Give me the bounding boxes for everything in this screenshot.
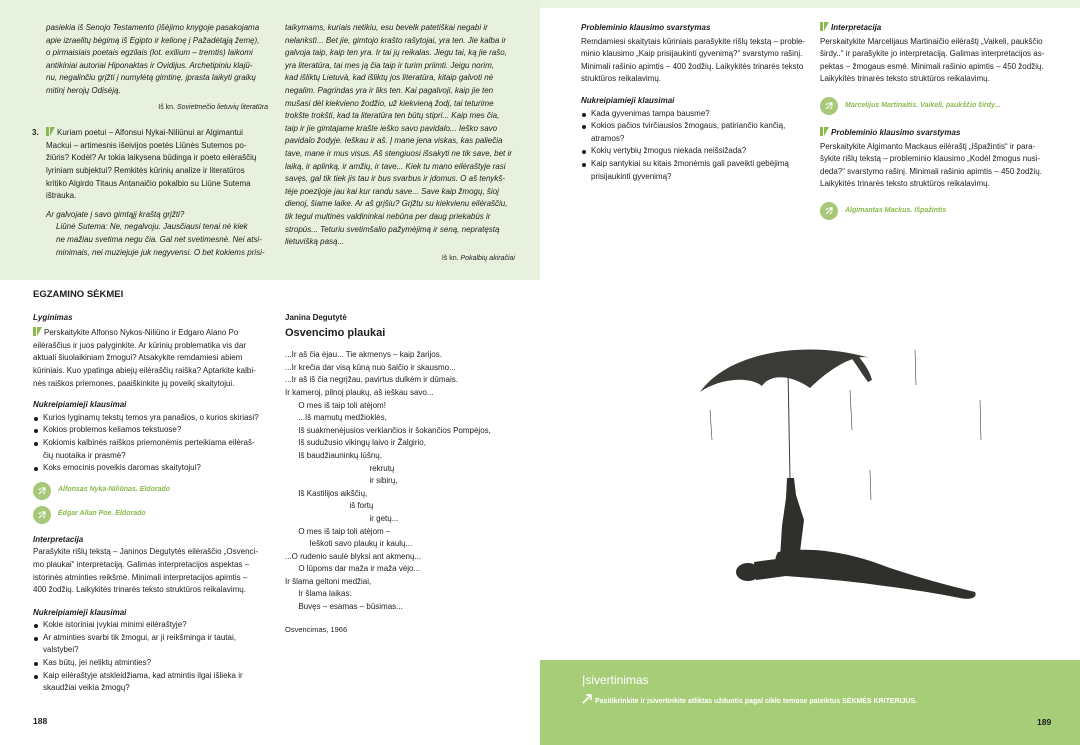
text-line — [46, 190, 268, 203]
text-line — [820, 36, 1055, 49]
pr-title: Probleminio klausimo svarstymas — [581, 23, 711, 32]
assessment-text: Pasitikrinkite ir įsivertinkite atliktas užduotis pagal ciklo temose pateiktus SĖKMĖS KRITERIJUS. — [582, 694, 1062, 710]
text-line — [285, 47, 515, 60]
task-number: 3. — [32, 128, 39, 138]
text-line-content: ištrauka. — [46, 191, 77, 201]
text-line — [46, 178, 268, 191]
col2-source: Iš kn. Pokalbių akiračiai — [441, 254, 515, 262]
task-3 — [32, 127, 268, 203]
task-3-text — [46, 127, 268, 203]
text-line — [581, 61, 809, 74]
text-line-content: Iš Kastilijos aikščių, — [285, 488, 368, 498]
task-mark-icon — [33, 327, 42, 336]
text-line — [285, 186, 515, 199]
text-line-content: pektas – žmogaus esmė. Minimali rašinio apimtis – 450 žodžių. — [820, 61, 1044, 71]
poem-title: Osvencimo plaukai — [285, 326, 386, 339]
text-line-content: mitinį herojų Odisėją. — [46, 85, 121, 95]
text-line — [46, 60, 268, 73]
text-line — [285, 224, 515, 237]
poem-date: Osvencimas, 1966 — [285, 624, 348, 634]
text-line — [285, 236, 515, 249]
text-line-content: tik tegul multinės valdininkai nebūna per daug priekabùs ir — [285, 211, 491, 221]
text-line — [820, 153, 1055, 166]
text-line-content: lietuvišką pasą... — [285, 237, 345, 247]
text-line — [46, 165, 268, 178]
task-mark-icon — [820, 22, 829, 31]
text-line-content: stropùs... Teturiu svetimšalio pažymėjimą ir seną, nepratęstą — [285, 224, 500, 234]
list-item: Kokie istoriniai įvykiai minimi eilėraštyje? — [33, 619, 269, 632]
text-line-content: pavidalo žodyje. Ieškau ir aš. Į mane jena viskas, kas paliečia — [285, 136, 503, 146]
ref-link-1[interactable]: Alfonsas Nyka-Niliūnas. Eldorado — [33, 482, 269, 500]
text-line — [46, 35, 268, 48]
task-mark-icon — [46, 127, 55, 136]
text-line-content: Laikykitės trinarės teksto struktūros reikalavimų. — [820, 179, 990, 189]
text-line — [581, 48, 809, 61]
text-line-content: O mes iš taip toli atėjom – — [285, 526, 391, 536]
page-number-left: 188 — [33, 716, 48, 726]
text-line — [820, 141, 1055, 154]
text-line — [46, 47, 268, 60]
text-line — [46, 85, 268, 98]
text-line-content: Remdamiesi skaitytais kūriniais parašykite rišlų tekstą – proble- — [581, 36, 806, 46]
text-line-content: Iš suakmenėjusios verkiančios ir šokančios Pompėjos, — [285, 425, 491, 435]
text-line — [285, 601, 525, 614]
right-col2 — [820, 22, 1055, 220]
text-line-content: ...Iš mamutų medžioklės, — [285, 413, 387, 423]
text-line-content: Buvęs – esamas – būsimas... — [285, 602, 403, 612]
text-line — [285, 488, 525, 501]
r-interp-text — [820, 36, 1055, 86]
text-line-content: Liūnė Sutema: Ne, negalvoju. Jausčiausi tenai nė kiek — [56, 222, 248, 232]
text-line — [285, 588, 525, 601]
text-line — [56, 247, 268, 260]
r-nukr-list — [581, 108, 809, 184]
nukr1-list — [33, 412, 269, 475]
text-line — [46, 140, 268, 153]
assessment-title: Įsivertinimas — [582, 673, 649, 687]
text-line — [581, 73, 809, 86]
text-line-content: taip ir jie gimtajame krašte ieško savo pavidalo... Ieško savo — [285, 123, 498, 133]
right-col1 — [581, 22, 809, 183]
text-line-content: eilėraščius ir juos palyginkite. Ar kūrinių problematika vis dar — [33, 340, 246, 350]
text-line — [285, 526, 525, 539]
text-line-content: ...Ir aš čia ėjau... Tie akmenys – kaip žarijos. — [285, 350, 442, 360]
text-line-content: O lūpoms dar maža ir maža vėjo... — [285, 564, 421, 574]
text-line — [33, 559, 269, 572]
text-line — [285, 576, 525, 589]
poem — [285, 312, 525, 636]
text-line-content: Ir kameroj, pilnoj plaukų, aš ieškau savo... — [285, 387, 434, 397]
text-line — [33, 546, 269, 559]
nukr2-list — [33, 619, 269, 695]
text-line — [285, 211, 515, 224]
r-interp-title: Interpretacija — [820, 22, 1055, 35]
left-quote-col1 — [32, 22, 268, 259]
text-line-content: deda?“ svarstymo rašinį. Minimali rašinio apimtis – 450 žodžių. — [820, 166, 1042, 176]
lyg-text — [33, 327, 269, 390]
text-line — [285, 98, 515, 111]
text-line — [285, 22, 515, 35]
interp-title: Interpretacija — [33, 534, 84, 544]
text-line-content: Ir šlama laikas: — [285, 589, 352, 599]
poem-author: Janina Degutytė — [285, 313, 347, 322]
text-line — [285, 387, 525, 400]
text-line — [33, 340, 269, 353]
text-line-content: o pirmaisiais poetais egzilais (lot. exilium – tremtis) laikomi — [46, 48, 253, 58]
text-line-content: iš fortų — [285, 501, 374, 511]
text-line-content: ...Ir aš iš čia negrįžau, pavirtus dulkėm ir dūmais. — [285, 375, 458, 385]
text-line — [33, 352, 269, 365]
r-pr2-text — [820, 141, 1055, 191]
text-line — [46, 127, 268, 140]
reference-icon — [820, 202, 838, 220]
text-line-content: apie izraelitų bėgimą iš Egipto ir kelionę į Pažadėtąją žemę), — [46, 35, 260, 45]
right-top-green-panel — [540, 0, 1080, 8]
r-pr2-title: Probleminio klausimo svarstymas — [820, 127, 1055, 140]
list-item: Kokių vertybių žmogus niekada neišsižada? — [581, 145, 809, 158]
text-line-content: Minimali rašinio apimtis – 400 žodžių. Laikykitės trinarės teksto — [581, 61, 804, 71]
text-line-content: rekrutų — [285, 463, 395, 473]
col2-quote-text — [285, 22, 515, 249]
reference-icon — [33, 506, 51, 524]
list-item: Kokiomis kalbinės raiškos priemonėmis perteikiama eilėraš- čių nuotaika ir prasmė? — [33, 437, 269, 462]
list-item: Kokios problemos keliamos tekstuose? — [33, 424, 269, 437]
interview-question: Ar galvojate į savo gimtąjį kraštą grįžti? — [46, 209, 185, 219]
text-line-content: O mes iš taip toli atėjom! — [285, 400, 386, 410]
text-line — [820, 61, 1055, 74]
text-line — [33, 365, 269, 378]
list-item: Ar atminties svarbi tik žmogui, ar ji reikšminga ir tautai, valstybei? — [33, 632, 269, 657]
text-line — [285, 110, 515, 123]
umbrella-illustration — [690, 330, 990, 630]
text-line-content: struktūros reikalavimų. — [581, 74, 662, 84]
text-line — [285, 400, 525, 413]
exam-section — [33, 289, 269, 695]
text-line-content: nės raiškos priemones, paaiškinkite jų poveikį skaitytojui. — [33, 378, 235, 388]
text-line — [33, 584, 269, 597]
text-line-content: tave, mane ir mus visus. Aš stengiuosi išsakyti ne tik save, bet ir — [285, 148, 512, 158]
text-line — [285, 374, 525, 387]
text-line-content: Kuriam poetui – Alfonsui Nykai-Niliūnui ar Algimantui — [57, 128, 243, 138]
text-line-content: širdy..“ ir parašykite jo interpretaciją. Galimas interpretacijos as- — [820, 49, 1045, 59]
text-line-content: ir getų... — [285, 513, 399, 523]
text-line-content: Perskaitykite Alfonso Nykos-Niliūno ir Edgaro Alano Po — [44, 328, 239, 338]
text-line — [33, 572, 269, 585]
text-line-content: Laikykitės trinarės teksto struktūros reikalavimų. — [820, 74, 990, 84]
ref-link-4[interactable]: Algimantas Mackus. Išpažintis — [820, 202, 1055, 220]
text-line — [285, 362, 525, 375]
arrow-icon — [582, 694, 592, 710]
lyg-title: Lyginimas — [33, 312, 73, 322]
text-line — [581, 36, 809, 49]
text-line-content: Iš sudužusio vikingų laivo ir Žalgirio, — [285, 438, 426, 448]
text-line-content: antikiniai autoriai Hiponaktas ir Ovidijus. Archetipiniu klajū- — [46, 60, 253, 70]
text-line-content: aktuali šiuolaikiniam žmogui? Atsakykite remdamiesi abiem — [33, 353, 243, 363]
text-line-content: yra literatūra, tai mes ją čia taip ir turim priimti. Jeigu norim, — [285, 60, 494, 70]
text-line — [285, 563, 525, 576]
text-line — [285, 198, 515, 211]
text-line — [46, 152, 268, 165]
text-line-content: Iš baudžiauninkų lūšnų, — [285, 450, 382, 460]
exam-heading: EGZAMINO SĖKMEI — [33, 289, 124, 300]
text-line-content: Mackui – artimesnis išeivijos poetės Liūnės Sutemos po- — [46, 140, 247, 150]
text-line-content: laiką, ir aplinką, ir amžių, ir tave... Kiek tu mano eilėraštyje rasi — [285, 161, 506, 171]
text-line — [820, 178, 1055, 191]
text-line — [285, 85, 515, 98]
text-line — [285, 72, 515, 85]
text-line — [285, 463, 525, 476]
task-mark-icon — [820, 127, 829, 136]
text-line — [285, 161, 515, 174]
r-nukr-title: Nukreipiamieji klausimai — [581, 95, 675, 105]
text-line — [46, 72, 268, 85]
text-line — [820, 166, 1055, 179]
text-line-content: tėje poezijoje jau kai kur randu save... Save kaip žmogų, šioj — [285, 186, 499, 196]
text-line — [820, 48, 1055, 61]
text-line — [285, 475, 525, 488]
text-line-content: ne mažiau svetima negu čia. Gal net svetimesnė. Nei atsi- — [56, 234, 262, 244]
text-line — [285, 135, 515, 148]
text-line-content: pasiekia iš Senojo Testamento (išėjimo knygoje pasakojama — [46, 23, 260, 32]
nukr1-title: Nukreipiamieji klausimai — [33, 400, 127, 410]
text-line-content: minimais, nei muziejuje juk negyvensi. O bet kokiems prisi- — [56, 247, 265, 257]
list-item: Koks emocinis poveikis daromas skaitytojui? — [33, 462, 269, 475]
list-item: Kurios lyginamų tekstų temos yra panašios, o kurios skiriasi? — [33, 412, 269, 425]
text-line-content: dienoj, šiame laike. Ar aš grįšiu? Grįžtu su kiekvienu eilėraščiu, — [285, 199, 508, 209]
text-line-content: žiūris? Kodėl? Ar tokia laikysena būdinga ir poeto eilėraščių — [46, 153, 257, 163]
text-line — [285, 425, 525, 438]
text-line-content: negalim. Pagrindas yra ir liks ten. Kai pagalvoji, kaip jie ten — [285, 85, 494, 95]
text-line-content: Ieškoti savo plaukų ir kaulų... — [285, 539, 413, 549]
text-line-content: kritiko Algirdo Titaus Antanaičio pokalbio su Liūne Sutema — [46, 178, 251, 188]
text-line — [285, 538, 525, 551]
list-item: Kaip eilėraštyje atskleidžiama, kad atmintis ilgai išlieka ir skaudžiai veikia žmogų? — [33, 670, 269, 695]
text-line — [285, 551, 525, 564]
text-line-content: Perskaitykite Marcelijaus Martinaičio eilėraštį „Vaikeli, paukščio — [820, 36, 1043, 46]
text-line — [285, 412, 525, 425]
assessment-banner — [540, 660, 1080, 745]
text-line-content: taikymams, kuriais netikiu, esu bevelk patetiškai negabi ir — [285, 23, 488, 32]
text-line-content: Parašykite rišlų tekstą – Janinos Degutytės eilėraščio „Osvenci- — [33, 547, 258, 557]
page-number-right: 189 — [1037, 717, 1052, 727]
text-line-content: ...Ir krečia dar visą kūną nuo šalčio ir skausmo... — [285, 362, 456, 372]
text-line — [820, 73, 1055, 86]
text-line — [285, 60, 515, 73]
text-line — [285, 450, 525, 463]
text-line-content: nelankstì... Bet jie, gimtojo krašto rašytojai, yra ten. Jie kalba ir — [285, 35, 506, 45]
text-line — [56, 234, 268, 247]
text-line-content: istorinės atminties reikšmė. Minimali interpretacijos apimtis – — [33, 572, 248, 582]
nukr2-title: Nukreipiamieji klausimai — [33, 607, 127, 617]
list-item: Kada gyvenimas tampa bausme? — [581, 108, 809, 121]
ref-link-3[interactable]: Marcelijus Martinaitis. Vaikeli, paukščio širdy... — [820, 97, 1055, 115]
text-line — [285, 173, 515, 186]
text-line-content: minio klausimo „Kaip prisijaukinti gyvenimą?“ svarstymo rašinį. — [581, 49, 803, 59]
col1-source: Iš kn. Sovietmečio lietuvių literatūra — [158, 103, 268, 111]
reference-icon — [820, 97, 838, 115]
list-item: Kas būtų, jei neliktų atminties? — [33, 657, 269, 670]
text-line — [56, 221, 268, 234]
text-line-content: šykite rišlų tekstą – probleminio klausimo „Kodėl žmogus nusi- — [820, 154, 1041, 164]
interview-answer — [46, 221, 268, 259]
text-line-content: savęs, gal tik tiek jis tau ir bus svarbus ir įdomus. O aš tenykš- — [285, 174, 506, 184]
text-line-content: ...O rudenio saulė blyksi ant akmenų... — [285, 551, 422, 561]
text-line — [285, 513, 525, 526]
list-item: Kaip santykiai su kitais žmonėmis gali paveikti gebėjimą prisijaukinti gyvenimą? — [581, 158, 809, 183]
text-line-content: nu, negalinčiu grįžti į numylėtą gimtinę, įprasta laikyti graikų — [46, 73, 256, 83]
ref-link-2[interactable]: Edgar Allan Poe. Eldorado — [33, 506, 269, 524]
col1-quote-text — [46, 22, 268, 98]
pr-text — [581, 36, 809, 86]
text-line-content: Perskaitykite Algimanto Mackaus eilėraštį „Išpažintis“ ir para- — [820, 141, 1036, 151]
text-line-content: lyriniam subjektui? Remkitės kūrinių analize ir literatūros — [46, 165, 245, 175]
text-line-content: ir sibirų, — [285, 476, 398, 486]
interp-text — [33, 546, 269, 596]
text-line — [46, 22, 268, 35]
text-line — [33, 327, 269, 340]
text-line-content: kūriniais. Kuo ypatinga abiejų eilėraščių raiška? Aptarkite kalbi- — [33, 365, 256, 375]
list-item: Kokios pačios tvirčiausios žmogaus, patiriančio kančią, atramos? — [581, 120, 809, 145]
text-line-content: galvoja taip, kaip ten yra. Ir tai jų reikalas. Jiegu tai, ką jie rašo, — [285, 48, 507, 58]
poem-lines — [285, 349, 525, 613]
text-line-content: mušasi dėl kiekvieno žodžio, už kiekvieną žodį, tai teturime — [285, 98, 494, 108]
text-line — [285, 437, 525, 450]
text-line — [285, 148, 515, 161]
left-quote-col2 — [285, 22, 515, 265]
text-line-content: kad išliktų Lietuvà, kad išliktų jos literatūra, kitaip galvoti nė — [285, 73, 494, 83]
text-line — [285, 123, 515, 136]
text-line-content: trokšte trokšti, kad ta literatūra ten būtų stipri... Kaip mes čia, — [285, 111, 500, 121]
text-line-content: mo plaukai“ interpretaciją. Galimas interpretacijos aspektas – — [33, 559, 250, 569]
text-line — [285, 349, 525, 362]
text-line — [285, 35, 515, 48]
text-line — [285, 500, 525, 513]
text-line-content: 400 žodžių. Laikykitės trinarės teksto struktūros reikalavimų. — [33, 585, 246, 595]
text-line — [33, 378, 269, 391]
reference-icon — [33, 482, 51, 500]
text-line-content: Ir šlama geltoni medžiai, — [285, 576, 372, 586]
